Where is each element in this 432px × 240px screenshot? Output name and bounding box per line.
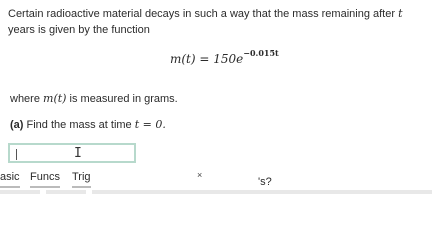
part-a-question (10, 118, 166, 131)
mass-function-equation (170, 48, 279, 66)
ibeam-cursor-icon: I (74, 146, 82, 161)
where-variable: m(t) (43, 92, 67, 105)
part-a-text: Find the mass at time (26, 119, 132, 131)
equation-exponent: −0.015t (243, 48, 279, 58)
problem-statement (8, 6, 428, 38)
tab-trig[interactable]: Trig (72, 171, 91, 183)
tab-funcs[interactable]: Funcs (30, 171, 60, 183)
time-variable: t (398, 7, 403, 20)
tab-basic[interactable]: asic (0, 171, 20, 183)
math-keypad-tabs (0, 168, 432, 194)
partial-text: 's? (258, 176, 272, 188)
problem-intro: Certain radioactive material decays in such a way that the mass remaining after (8, 8, 396, 20)
problem-intro-continued: years is given by the function (8, 24, 150, 36)
where-suffix: is measured in grams. (69, 93, 178, 105)
units-note (10, 92, 178, 105)
part-a-label: (a) (10, 119, 24, 131)
where-prefix: where (10, 93, 40, 105)
part-a-condition: t = 0. (134, 118, 166, 131)
close-keypad-icon[interactable]: × (197, 170, 203, 180)
text-caret (16, 149, 17, 160)
equation-base: m(t) = 150e (170, 52, 244, 66)
answer-input[interactable] (8, 143, 136, 163)
keypad-key-row (0, 190, 432, 194)
